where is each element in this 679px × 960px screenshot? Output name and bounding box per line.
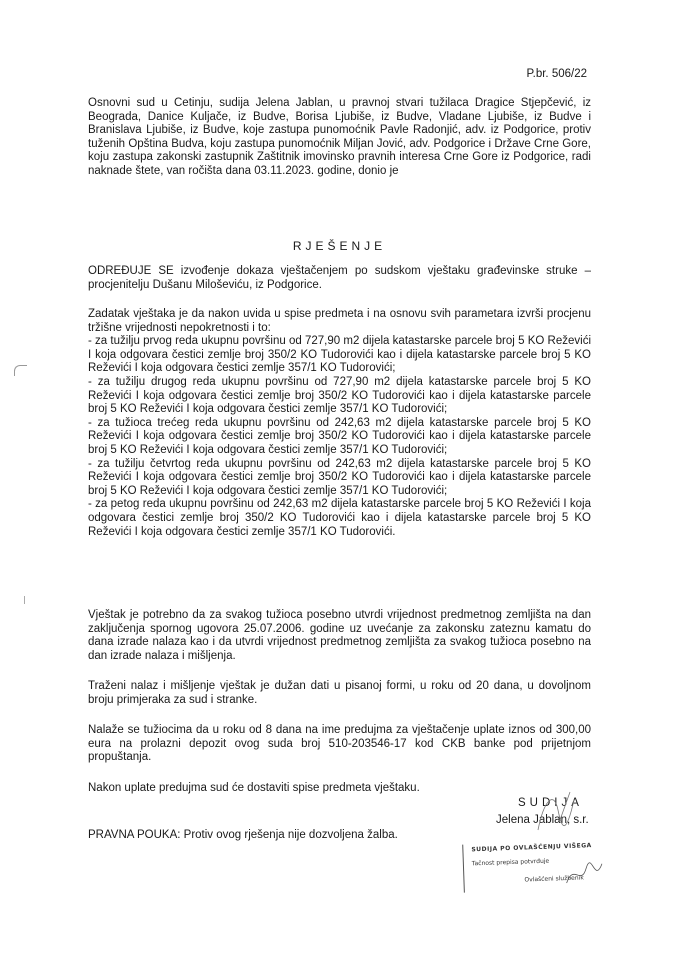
list-item: - za tužilju drugog reda ukupnu površinu od 727,90 m2 dijela katastarske parcele broj 5 KO Reževići I koja odgovara čestici zemlje broj 350/2 KO Tudorovići kao i dijela katastarske parcele broj 5 KO Reževići I koja odgovara čestici zemlje 357/1 KO Tudorovići; xyxy=(88,375,591,416)
legal-notice: PRAVNA POUKA: Protiv ovog rješenja nije dozvoljena žalba. xyxy=(88,829,398,841)
value-text: Vještak je potrebno da za svakog tužioca posebno utvrdi vrijednost predmetnog zemljišta na dan zaključenja spornog ugovora 25.07.2006. godine uz uvećanje za zakonsku zateznu kamatu do dana izrade nalaza kao i da utvrdi vrijednost predmetnog zemljišta za svakog tužioca posebno na dan izrade nalaza i mišljenja. xyxy=(88,609,591,662)
stamp-line-1: SUDIJA PO OVLAŠĆENJU VIŠEGA xyxy=(471,842,592,854)
handwritten-signature-icon xyxy=(530,780,590,840)
deadline-paragraph xyxy=(88,680,591,707)
after-paragraph xyxy=(88,782,591,796)
stamp-line-3: Ovlašćeni službenik xyxy=(524,874,584,884)
intro-text: Osnovni sud u Cetinju, sudija Jelena Jablan, u pravnoj stvari tužilaca Dragice Stjepčević, iz Beograda, Danice Kuljače, iz Budve, Borisa Ljubiše, iz Budve, Vladane Ljubiše, iz Budve i Branislava Ljubiše, iz Budve, koje zastupa punomoćnik Pavle Radonjić, adv. iz Podgorice, protiv tuženih Opština Budva, koju zastupa punomoćnik Miljan Jović, adv. Podgorice i Države Crne Gore, koju zastupa zakonski zastupnik Zaštitnik imovinsko pravnih interesa Crne Gore iz Podgorice, radi naknade štete, van ročišta dana 03.11.2023. godine, donio je xyxy=(88,97,591,177)
certification-stamp xyxy=(462,839,615,892)
after-text: Nakon uplate predujma sud će dostaviti spise predmeta vještaku. xyxy=(88,782,420,794)
task-intro-text: Zadatak vještaka je da nakon uvida u spise predmeta i na osnovu svih parametara izvrši procjenu tržišne vrijednosti nepokretnosti i to: xyxy=(88,308,591,334)
document-title: RJEŠENJE xyxy=(292,239,387,253)
case-number: P.br. 506/22 xyxy=(526,68,587,80)
judge-title: SUDIJA xyxy=(518,797,583,809)
value-paragraph xyxy=(88,609,591,663)
intro-paragraph xyxy=(88,97,591,179)
stamp-signature-icon xyxy=(564,858,605,889)
order-text: ODREĐUJE SE izvođenje dokaza vještačenjem po sudskom vještaku građevinske struke – procjenitelju Dušanu Miloševiću, iz Podgorice. xyxy=(88,265,591,291)
stamp-line-2: Tačnost prepisa potvrđuje xyxy=(471,857,550,868)
list-item: - za petog reda ukupnu površinu od 242,63 m2 dijela katastarske parcele broj 5 KO Reževići I koja odgovara čestici zemlje broj 350/2 KO Tudorovići kao i dijela katastarske parcele broj 5 KO Reževići I koja odgovara čestici zemlje 357/1 KO Tudorovići. xyxy=(88,498,591,538)
margin-mark-icon xyxy=(14,365,27,376)
list-item: - za tužilju četvrtog reda ukupnu površinu od 242,63 m2 dijela katastarske parcele broj 5 KO Reževići I koja odgovara čestici zemlje broj 350/2 KO Tudorovići kao i dijela katastarske parcele broj 5 KO Reževići I koja odgovara čestici zemlje 357/1 KO Tudorovići; xyxy=(88,457,591,497)
margin-mark-icon xyxy=(24,596,33,604)
deadline-text: Traženi nalaz i mišljenje vještak je dužan dati u pisanoj formi, u roku od 20 dana, u dovoljnom broju primjeraka za sud i stranke. xyxy=(88,680,591,706)
list-item: - za tužilju prvog reda ukupnu površinu od 727,90 m2 dijela katastarske parcele broj 5 KO Reževići I koja odgovara čestici zemlje broj 350/2 KO Tudorovići kao i dijela katastarske parcele broj 5 KO Reževići I koja odgovara čestici zemlje 357/1 KO Tudorovići; xyxy=(88,335,591,375)
deposit-text: Nalaže se tužiocima da u roku od 8 dana na ime predujma za vještačenje uplate iznos od 300,00 eura na prolazni depozit ovog suda broj 510-203546-17 kod CKB banke pod prijetnjom propuštanja. xyxy=(88,724,591,764)
deposit-paragraph xyxy=(88,724,591,765)
order-paragraph xyxy=(88,265,591,292)
list-item: - za tužioca trećeg reda ukupnu površinu od 242,63 m2 dijela katastarske parcele broj 5 KO Reževići I koja odgovara čestici zemlje broj 350/2 KO Tudorovići kao i dijela katastarske parcele broj 5 KO Reževići I koja odgovara čestici zemlje 357/1 KO Tudorovići; xyxy=(88,416,591,456)
judge-name: Jelena Jablan, s.r. xyxy=(496,814,589,826)
task-section xyxy=(88,308,591,539)
